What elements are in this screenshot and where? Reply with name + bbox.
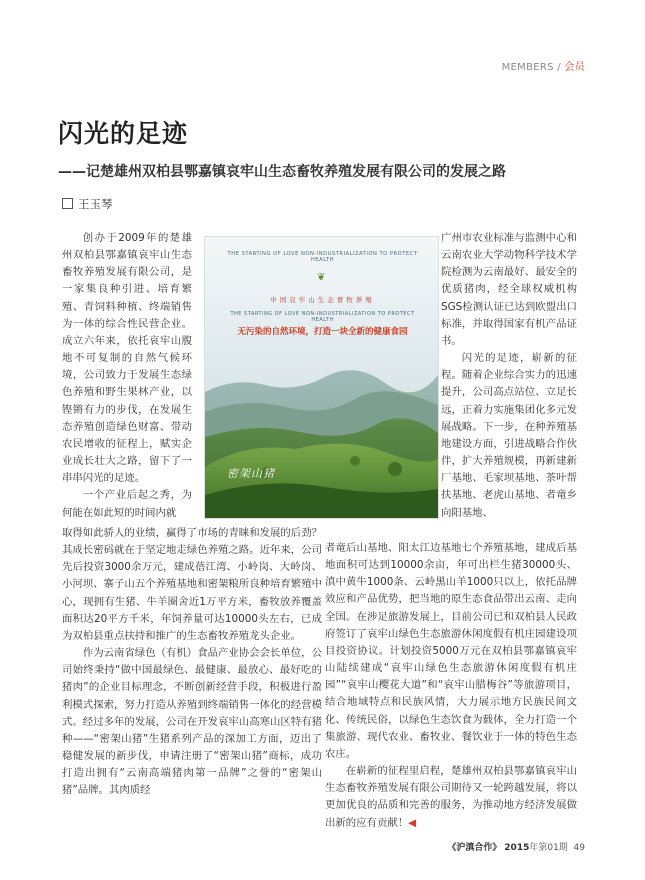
paragraph-1: 创办于2009年的楚雄州双柏县鄂嘉镇哀牢山生态畜牧养殖发展有限公司，是一家集良种引进、培育繁殖、青饲料种植、终端销售为一体的综合性民营企业。成立六年来，依托哀牢山腹地不可复制的自然气候环境，公司致力于发展生态绿色养殖和野生果林产业，以铿锵有力的步伐，在发展生态养殖创造绿色财富、带动农民增收的征程上，赋实企业成长壮大之路，留下了一串串闪光的足迹。 [62,232,192,485]
paragraph-3-cont: 广州市农业标准与监测中心和云南农业大学动物科学技术学院检测为云南最好、最安全的优质猪肉，经全球权威机构SGS检测认证已达到欧盟出口标准，并取得国家有机产品证书。 [441,232,577,347]
paragraph-5-wrap [325,763,577,832]
paragraph-4-cont: 者竜后山基地、阳太江边基地七个养殖基地，建成后基地面积可达到10000余亩，年可出栏生猪30000头、滇中黄牛1000条、云岭黑山羊1000只以上，依托品牌效应和产品优势，把当地的原生态食品带出云南、走向全国。在涉足旅游发展上，目前公司已和双柏县人民政府签订了哀牢山绿色生态旅游休闲度假有机庄园建设项目投资协议。计划投资5000万元在双柏县鄂嘉镇哀牢山陆续建成“哀牢山绿色生态旅游休闲度假有机庄园”“哀牢山樱花大道”和“哀牢山腊梅谷”等旅游项目，结合地域特点和民族风情，大力展示地方民族民间文化、传统民俗，以绿色生态饮食为载体，全力打造一个集旅游、现代农业、畜牧业、餐饮业于一体的特色生态农庄。 [325,542,577,760]
footer-issue: 年第01期 [529,843,568,853]
author-box-icon [62,198,73,209]
article-subtitle: ——记楚雄州双柏县鄂嘉镇哀牢山生态畜牧养殖发展有限公司的发展之路 [58,164,506,180]
promo-english-line-1: THE STARTING OF LOVE NON-INDUSTRIALIZATION TO PROTECT HEALTH [227,251,418,263]
left-column-text [62,230,192,522]
section-tag-sep: / [553,62,565,73]
paragraph-5: 在崭新的征程里启程，楚雄州双柏县鄂嘉镇哀牢山生态畜牧养殖发展有限公司期待又一轮跨越发展，将以更加优良的品质和完善的服务，为推动地方经济发展做出新的应有贡献！ [325,765,577,829]
paragraph-4: 闪光的足迹，崭新的征程。随着企业综合实力的迅速提升，公司高点站位、立足长远，正着力实施集团化多元发展战略。下一步，在种养殖基地建设方面，引进战略合作伙伴，扩大养殖规模，再新建新厂基地、毛家坝基地、茶叶帮扶基地、老虎山基地、者竜乡向阳基地、 [441,352,577,519]
right-column-lower-text [325,540,577,845]
author-name: 王玉琴 [78,197,113,211]
left-column-lower-text [62,525,322,845]
promo-slogan: 无污染的自然环境，打造一块全新的健康食园 [237,327,408,337]
article-title: 闪光的足迹 [58,119,189,148]
page-number: 49 [573,843,585,853]
paragraph-3: 作为云南省绿色（有机）食品产业协会会长单位，公司始终秉持“做中国最绿色、最健康、最放心、最好吃的猪肉”的企业目标理念，不断创新经营手段，积极进行盈利模式探索，努力打造从养殖到终端销售一体化的经营模式。经过多年的发展，公司在开发哀牢山高寒山区特有猪种——“密架山猪”生猪系列产品的深加工方面，迈出了稳健发展的新步伐，申请注册了“密架山猪”商标，成功打造出拥有“云南高端猪肉第一品牌”之誉的“密架山猪”品牌。其肉质经 [62,647,322,797]
section-tag [502,58,585,73]
author-line [62,196,113,212]
paragraph-2-start: 一个产业后起之秀，为何能在如此短的时间内就 [62,489,192,519]
section-tag-en: MEMBERS [501,62,554,73]
promo-brand: 密架山猪 [227,467,275,480]
paragraph-2-cont: 取得如此骄人的业绩，赢得了市场的青睐和发展的后劲？其成长密码就在于坚定地走绿色养殖之路。近年来，公司先后投资3000余万元，建成蓓江湾、小岭岗、大岭岗、小河坝、寨子山五个养殖基地和密架粮所良种培育繁殖中心，现拥有生猪、牛羊圈舍近1万平方米，畜牧放养覆盖面积达20平方千米，年饲养量可达10000头左右，已成为双柏县重点扶持和推广的生态畜牧养殖龙头企业。 [62,527,322,642]
promo-chinese-line-1: 中国哀牢山生态畜牧养殖 [270,296,375,304]
section-tag-zh: 会员 [564,62,585,73]
footer-year: 2015 [504,843,530,853]
right-column-text [441,230,577,535]
leaf-logo-icon: ❦ [317,272,326,283]
promo-english-line-2: THE STARTING OF LOVE NON-INDUSTRIALIZATION TO PROTECT HEALTH [230,311,415,323]
end-mark-icon: ◀ [408,816,417,829]
page-footer [447,840,585,853]
promo-image [204,236,439,519]
footer-publication: 《沪滇合作》 [447,843,502,853]
